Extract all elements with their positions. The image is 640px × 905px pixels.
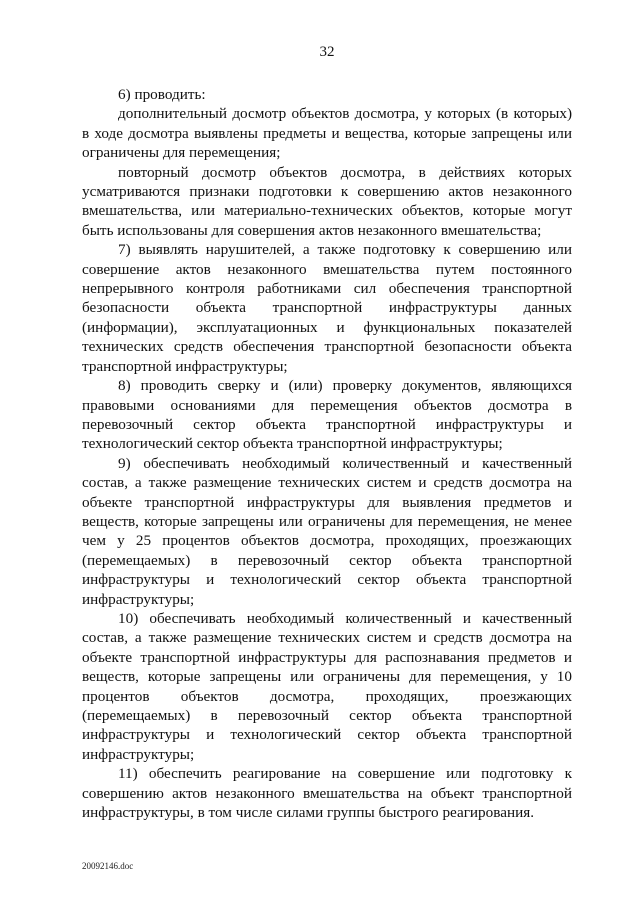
document-body [82,85,572,822]
paragraph-item-10: 10) обеспечивать необходимый количественный и качественный состав, а также размещение технических систем и средств досмотра на объекте транспортной инфраструктуры для распознавания предметов и веществ, которые запрещены или ограничены для перемещения, у 10 процентов объектов досмотра, проходящих, проезжающих (перемещаемых) в перевозочный сектор объекта транспортной инфраструктуры и технологический сектор объекта транспортной инфраструктуры; [82,609,572,763]
paragraph-item-7: 7) выявлять нарушителей, а также подготовку к совершению или совершение актов незаконного вмешательства путем постоянного непрерывного контроля работниками сил обеспечения транспортной безопасности объекта транспортной инфраструктуры данных (информации), эксплуатационных и функциональных показателей технических средств обеспечения транспортной безопасности объекта транспортной инфраструктуры; [82,241,572,375]
paragraph-item-11: 11) обеспечить реагирование на совершение или подготовку к совершению актов незаконного вмешательства на объект транспортной инфраструктуры, в том числе силами группы быстрого реагирования. [82,765,572,822]
file-name-footer: 20092146.doc [82,861,134,871]
page-number: 32 [319,44,335,60]
paragraph-additional-inspection: дополнительный досмотр объектов досмотра, у которых (в которых) в ходе досмотра выявлены предметы и вещества, которые запрещены или ограничены для перемещения; [82,105,572,162]
paragraph-item-9: 9) обеспечивать необходимый количественный и качественный состав, а также размещение технических систем и средств досмотра на объекте транспортной инфраструктуры для выявления предметов и веществ, которые запрещены или ограничены для перемещения, не менее чем у 25 процентов объектов досмотра, проходящих, проезжающих (перемещаемых) в перевозочный сектор объекта транспортной инфраструктуры и технологический сектор объекта транспортной инфраструктуры; [82,454,572,608]
paragraph-item-8: 8) проводить сверку и (или) проверку документов, являющихся правовыми основаниями для перемещения объектов досмотра в перевозочный сектор объекта транспортной инфраструктуры и технологический сектор объекта транспортной инфраструктуры; [82,377,572,453]
paragraph-item-6: 6) проводить: [118,86,206,103]
paragraph-repeat-inspection: повторный досмотр объектов досмотра, в действиях которых усматриваются признаки подготовки к совершению актов незаконного вмешательства, или материально-технических объектов, которые могут быть использованы для совершения актов незаконного вмешательства; [82,163,572,239]
